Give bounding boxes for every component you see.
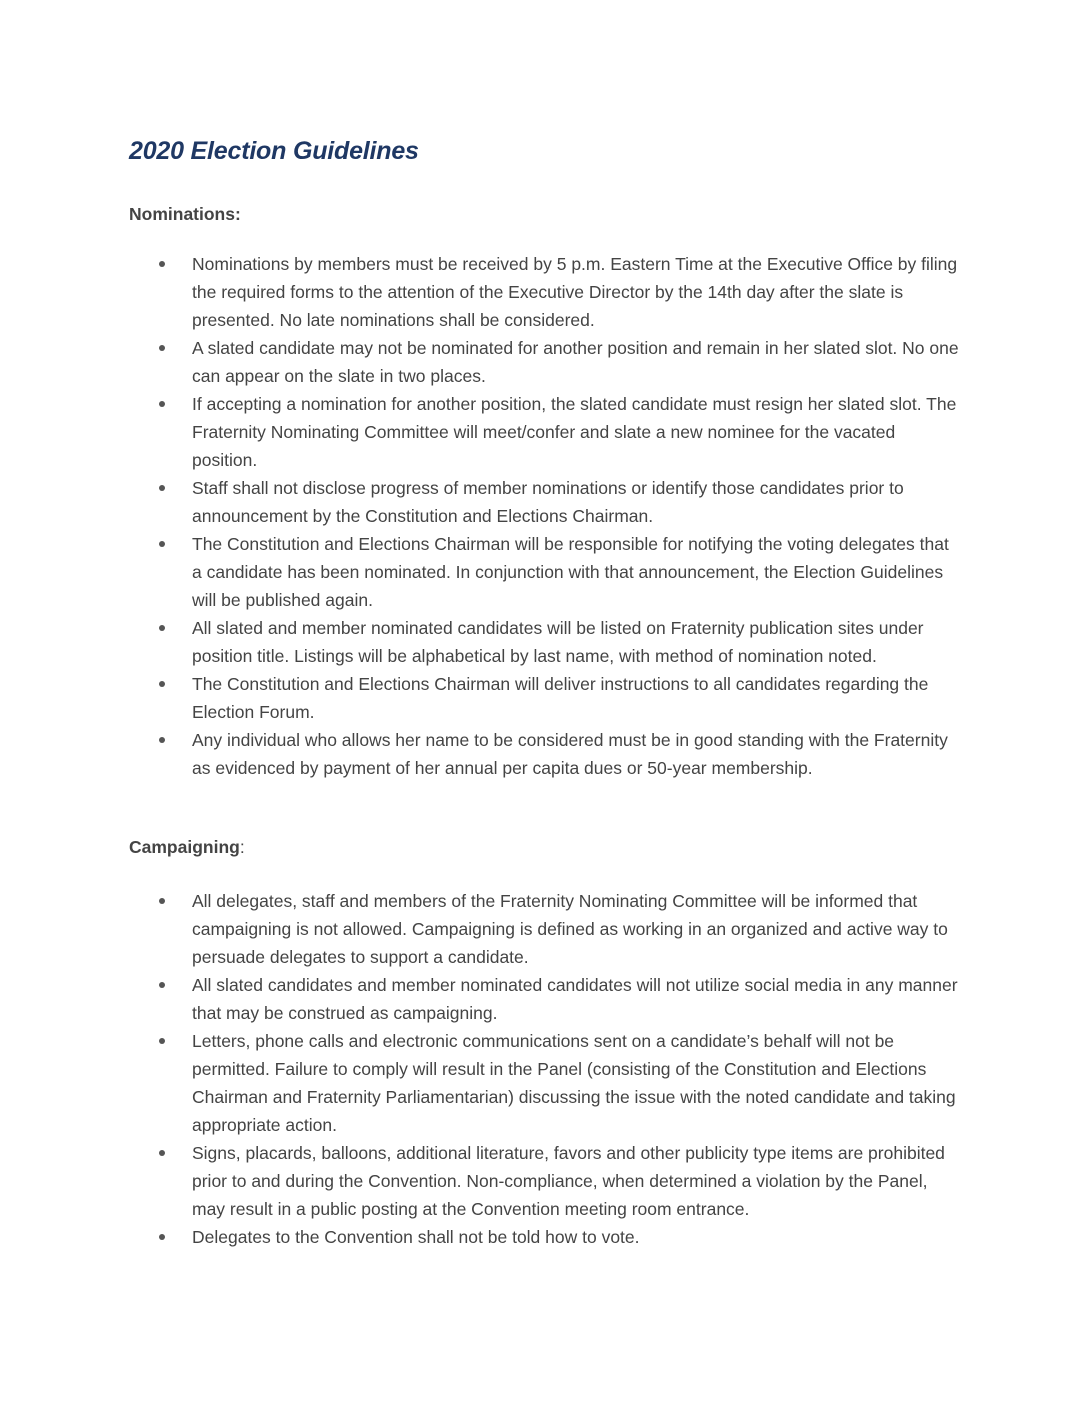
bullet-icon <box>159 982 165 988</box>
list-item <box>0 1223 962 1251</box>
list-item <box>0 530 962 614</box>
bullet-icon <box>159 485 165 491</box>
bullet-icon <box>159 625 165 631</box>
list-item <box>0 726 962 782</box>
nominations-list <box>0 250 962 782</box>
list-item-text: If accepting a nomination for another position, the slated candidate must resign her slated slot. The Fraternity Nominating Committee will meet/confer and slate a new nominee for the vacated position. <box>192 394 957 470</box>
list-item <box>0 1139 962 1223</box>
bullet-icon <box>159 681 165 687</box>
list-item-text: All slated and member nominated candidates will be listed on Fraternity publication sites under position title. Listings will be alphabetical by last name, with method of nomination noted. <box>192 618 924 666</box>
list-item-text: Nominations by members must be received by 5 p.m. Eastern Time at the Executive Office by filing the required forms to the attention of the Executive Director by the 14th day after the slate is presented. No late nominations shall be considered. <box>192 254 958 330</box>
list-item <box>0 474 962 530</box>
campaigning-heading-text: Campaigning <box>129 837 240 857</box>
list-item-text: Signs, placards, balloons, additional literature, favors and other publicity type items are prohibited prior to and during the Convention. Non-compliance, when determined a violation by the Panel, may result in a public posting at the Convention meeting room entrance. <box>192 1143 945 1219</box>
list-item <box>0 250 962 334</box>
campaigning-list <box>0 887 962 1251</box>
list-item-text: Any individual who allows her name to be considered must be in good standing with the Fraternity as evidenced by payment of her annual per capita dues or 50-year membership. <box>192 730 948 778</box>
list-item <box>0 887 962 971</box>
bullet-icon <box>159 1038 165 1044</box>
list-item-text: All delegates, staff and members of the Fraternity Nominating Committee will be informed that campaigning is not allowed. Campaigning is defined as working in an organized and active way to persuade delegates to support a candidate. <box>192 891 948 967</box>
campaigning-heading <box>129 833 245 861</box>
list-item-text: The Constitution and Elections Chairman will be responsible for notifying the voting delegates that a candidate has been nominated. In conjunction with that announcement, the Election Guidelines will be published again. <box>192 534 949 610</box>
bullet-icon <box>159 1234 165 1240</box>
list-item <box>0 670 962 726</box>
bullet-icon <box>159 261 165 267</box>
list-item-text: All slated candidates and member nominated candidates will not utilize social media in any manner that may be construed as campaigning. <box>192 975 958 1023</box>
list-item <box>0 390 962 474</box>
bullet-icon <box>159 898 165 904</box>
list-item <box>0 971 962 1027</box>
bullet-icon <box>159 1150 165 1156</box>
list-item <box>0 614 962 670</box>
bullet-icon <box>159 345 165 351</box>
page-title: 2020 Election Guidelines <box>129 137 419 165</box>
list-item-text: Letters, phone calls and electronic communications sent on a candidate’s behalf will not be permitted. Failure to comply will result in the Panel (consisting of the Constitution and Elections Chairman and Fraternity Parliamentarian) discussing the issue with the noted candidate and taking appropriate action. <box>192 1031 956 1135</box>
list-item <box>0 334 962 390</box>
list-item-text: Staff shall not disclose progress of member nominations or identify those candidates prior to announcement by the Constitution and Elections Chairman. <box>192 478 904 526</box>
campaigning-heading-colon: : <box>239 837 245 857</box>
list-item-text: The Constitution and Elections Chairman will deliver instructions to all candidates regarding the Election Forum. <box>192 674 929 722</box>
bullet-icon <box>159 401 165 407</box>
list-item-text: Delegates to the Convention shall not be told how to vote. <box>192 1227 640 1247</box>
nominations-heading-text: Nominations: <box>129 204 241 224</box>
nominations-heading <box>129 200 241 228</box>
list-item-text: A slated candidate may not be nominated for another position and remain in her slated slot. No one can appear on the slate in two places. <box>192 338 959 386</box>
list-item <box>0 1027 962 1139</box>
bullet-icon <box>159 737 165 743</box>
bullet-icon <box>159 541 165 547</box>
